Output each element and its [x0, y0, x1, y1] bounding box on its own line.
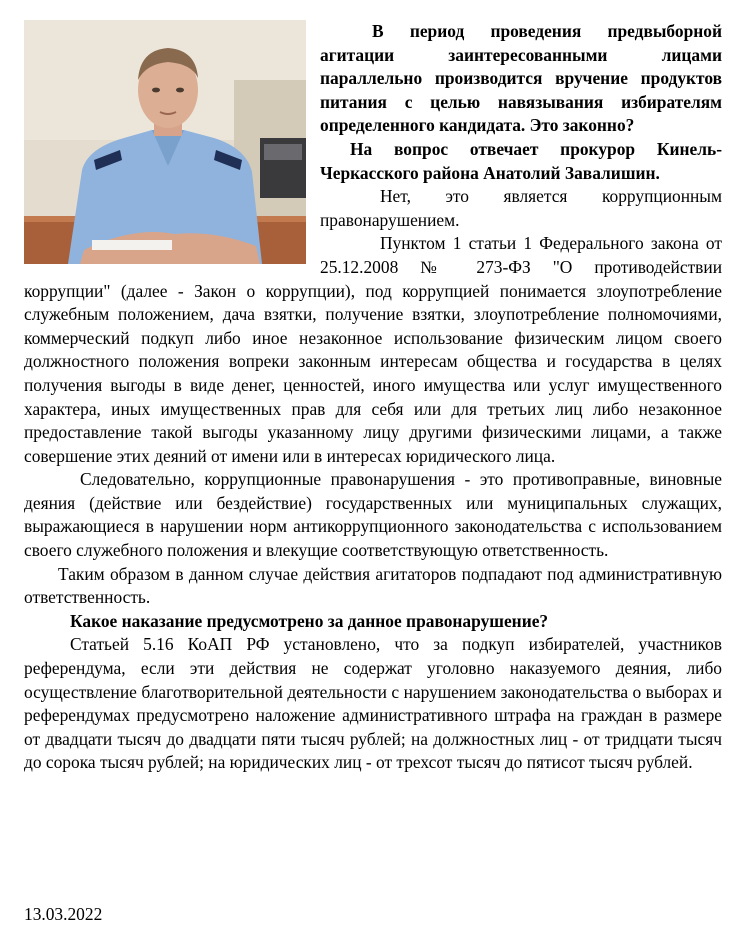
paragraph-4: Таким образом в данном случае действия агитаторов подпадают под административную ответственность. — [24, 563, 722, 608]
prosecutor-photo — [24, 20, 306, 264]
paragraph-3: Следовательно, коррупционные правонарушения - это противоправные, виновные деяния (действие или бездействие) государственных или муниципальных служащих, выражающиеся в нарушении норм антикоррупционного законодательства с использованием своего служебного положения и влекущие соответствующую ответственность. — [24, 469, 722, 561]
paragraph-5: Статьей 5.16 КоАП РФ установлено, что за подкуп избирателей, участников референдума, если эти действия не содержат уголовно наказуемого деяния, либо осуществление благотворительной деятельности с нарушением законодательства о выборах и референдумах предусмотрено наложение административного штрафа на граждан в размере от двадцати тысяч до двадцати пяти тысяч рублей; на должностных лиц - от тридцати тысяч до сорока тысяч рублей; на юридических лиц - от трехсот тысяч до пятисот тысяч рублей. — [24, 634, 722, 773]
paragraph-1: Нет, это является коррупционным правонарушением. — [320, 186, 722, 230]
publication-date: 13.03.2022 — [24, 904, 103, 924]
article — [24, 20, 722, 775]
answerer-text: На вопрос отвечает прокурор Кинель-Черкасского района Анатолий Завалишин. — [320, 138, 722, 183]
question-text: В период проведения предвыборной агитации заинтересованными лицами параллельно производится вручение продуктов питания с целью навязывания избирателям определенного кандидата. Это законно? — [320, 21, 722, 136]
subheading: Какое наказание предусмотрено за данное правонарушение? — [70, 610, 549, 631]
paragraph-2: Пунктом 1 статьи 1 Федерального закона от 25.12.2008 № 273-ФЗ "О противодействии коррупции" (далее - Закон о коррупции), под коррупцией понимается злоупотребление служебным положением, дача взятки, получение взятки, злоупотребление полномочиями, коммерческий подкуп либо иное незаконное использование физическим лицом своего должностного положения вопреки законным интересам общества и государства в целях получения выгоды в виде денег, ценностей, иного имущества или услуг имущественного характера, иных имущественных прав для себя или для третьих лиц либо незаконное предоставление такой выгоды указанному лицу другими физическими лицами, а также совершение этих деяний от имени или в интересах юридического лица. — [24, 233, 722, 466]
